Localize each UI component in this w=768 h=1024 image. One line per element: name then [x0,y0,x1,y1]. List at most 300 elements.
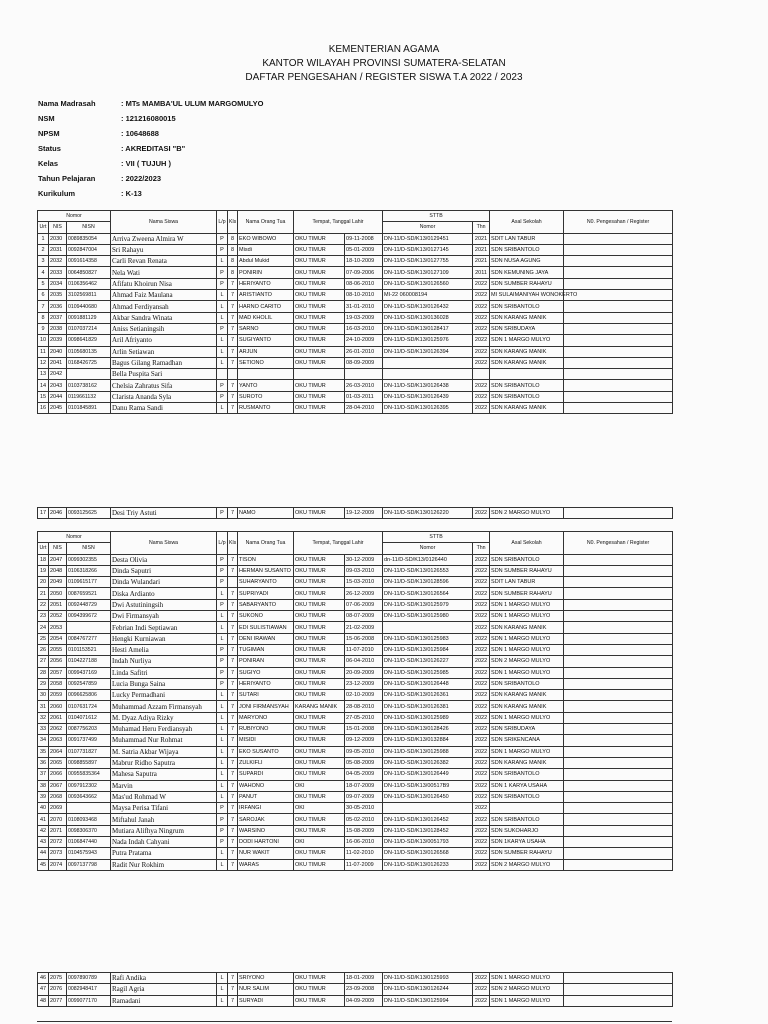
urut-cell: 26 [38,644,49,655]
nisn-cell: 0098306370 [67,825,111,836]
nama-siswa-cell: Indah Nurliya [111,656,217,667]
column-header: N0. Pengesahan / Register [564,211,673,234]
column-header: Nama Siswa [111,532,217,555]
nama-siswa-cell: Linda Safitri [111,667,217,678]
nama-siswa-cell: Dinda Saputri [111,565,217,576]
tanggal-lahir-cell: 08-10-2010 [345,290,383,301]
nis-cell: 2071 [49,825,67,836]
info-value: : 2022/2023 [121,174,162,183]
tanggal-lahir-cell: 11-02-2010 [345,848,383,859]
tempat-lahir-cell: OKU TIMUR [294,380,345,391]
column-header: Nomor [38,211,111,222]
urut-cell: 41 [38,814,49,825]
asal-sekolah-cell: MI SULAIMANIYAH WONOKERTO [490,290,564,301]
tanggal-lahir-cell: 26-03-2010 [345,380,383,391]
kelas-cell: 7 [228,712,238,723]
tanggal-lahir-cell: 19-03-2009 [345,312,383,323]
tempat-lahir-cell: OKU TIMUR [294,565,345,576]
tahun-sttb-cell: 2022 [473,746,490,757]
jenis-kelamin-cell: L [217,301,228,312]
nis-cell: 2054 [49,633,67,644]
student-row [38,667,673,678]
tempat-lahir-cell: OKU TIMUR [294,599,345,610]
nomor-sttb-cell: DN-11/D-SD/K13/0128452 [383,825,473,836]
nomor-sttb-cell: MI-22 060008194 [383,290,473,301]
tanggal-lahir-cell: 27-05-2010 [345,712,383,723]
tahun-sttb-cell: 2022 [473,973,490,984]
tahun-sttb-cell: 2022 [473,984,490,995]
tanggal-lahir-cell: 08-09-2009 [345,357,383,368]
tanggal-lahir-cell: 08-07-2009 [345,611,383,622]
nis-cell: 2045 [49,403,67,414]
nama-siswa-cell: Rafi Andika [111,973,217,984]
nama-siswa-cell: Mabrur Ridho Saputra [111,757,217,768]
ministry-title: KEMENTERIAN AGAMA [328,44,440,55]
nomor-sttb-cell: DN-11/D-SD/K13/00517B9 [383,780,473,791]
kelas-cell: 7 [228,859,238,870]
tempat-lahir-cell: OKI [294,803,345,814]
tempat-lahir-cell: OKU TIMUR [294,859,345,870]
nis-cell: 2070 [49,814,67,825]
student-row [38,508,673,519]
nisn-cell: 0109440680 [67,301,111,312]
tahun-sttb-cell: 2022 [473,667,490,678]
asal-sekolah-cell: SDN 1 MARGO MULYO [490,599,564,610]
kelas-cell: 7 [228,746,238,757]
nomor-sttb-cell: DN-11/D-SD/K13/0126439 [383,391,473,402]
nis-cell: 2069 [49,803,67,814]
nama-orang-tua-cell: Misdi [238,244,294,255]
tahun-sttb-cell: 2022 [473,803,490,814]
nomor-sttb-cell: DN-11/D-SD/K13/0125976 [383,335,473,346]
asal-sekolah-cell: SDN KARANG MANIK [490,346,564,357]
nis-cell: 2049 [49,577,67,588]
jenis-kelamin-cell: L [217,780,228,791]
urut-cell: 12 [38,357,49,368]
nis-cell: 2076 [49,984,67,995]
jenis-kelamin-cell: L [217,357,228,368]
nama-orang-tua-cell: DODI HARTONI [238,837,294,848]
student-row [38,312,673,323]
nomor-sttb-cell: DN-11/D-SD/K13/0125989 [383,712,473,723]
urut-cell: 21 [38,588,49,599]
nisn-cell [67,622,111,633]
jenis-kelamin-cell: L [217,290,228,301]
kelas-cell: 7 [228,588,238,599]
jenis-kelamin-cell: L [217,335,228,346]
kelas-cell: 7 [228,780,238,791]
urut-cell: 3 [38,256,49,267]
tanggal-lahir-cell: 07-09-2006 [345,267,383,278]
tahun-sttb-cell: 2022 [473,577,490,588]
nomor-sttb-cell: DN-11/D-SD/K13/0126220 [383,508,473,519]
asal-sekolah-cell: SDN KARANG MANIK [490,701,564,712]
kelas-cell: 7 [228,690,238,701]
jenis-kelamin-cell: L [217,256,228,267]
info-value: : VII ( TUJUH ) [121,159,171,168]
column-header: NISN [67,222,111,233]
nis-cell: 2061 [49,712,67,723]
info-row [38,186,263,201]
nama-siswa-cell: Dwi Firmansyah [111,611,217,622]
student-row [38,403,673,414]
nama-orang-tua-cell: TISON [238,554,294,565]
tempat-lahir-cell [294,369,345,380]
asal-sekolah-cell: SDN SRIBANTOLO [490,391,564,402]
no-pengesahan-cell [564,724,673,735]
nisn-cell: 0101153521 [67,644,111,655]
nis-cell: 2064 [49,746,67,757]
no-pengesahan-cell [564,391,673,402]
kelas-cell: 7 [228,301,238,312]
tanggal-lahir-cell: 04-09-2009 [345,995,383,1006]
tanggal-lahir-cell: 26-12-2009 [345,588,383,599]
tempat-lahir-cell: OKI [294,837,345,848]
tempat-lahir-cell: OKU TIMUR [294,357,345,368]
nama-siswa-cell: Ragil Agria [111,984,217,995]
nomor-sttb-cell: DN-11/D-SD/K13/0127109 [383,267,473,278]
student-row [38,599,673,610]
asal-sekolah-cell: SDN SRIBANTOLO [490,769,564,780]
nomor-sttb-cell: DN-11/D-SD/K13/0126394 [383,346,473,357]
asal-sekolah-cell: SDN KARANG MANIK [490,357,564,368]
jenis-kelamin-cell: P [217,380,228,391]
kelas-cell: 7 [228,290,238,301]
nis-cell: 2073 [49,848,67,859]
jenis-kelamin-cell: P [217,244,228,255]
tanggal-lahir-cell: 28-08-2010 [345,701,383,712]
nomor-sttb-cell: DN-11/D-SD/K13/0128426 [383,724,473,735]
nama-siswa-cell: Mahesa Saputra [111,769,217,780]
no-pengesahan-cell [564,346,673,357]
nama-orang-tua-cell: SUTARI [238,690,294,701]
nomor-sttb-cell: DN-11/D-SD/K13/0125994 [383,995,473,1006]
tanggal-lahir-cell: 28-04-2010 [345,403,383,414]
nisn-cell: 0107731827 [67,746,111,757]
student-row [38,712,673,723]
nama-orang-tua-cell: SURYADI [238,995,294,1006]
nomor-sttb-cell: DN-11/D-SD/K13/0127145 [383,244,473,255]
tanggal-lahir-cell: 09-07-2009 [345,791,383,802]
asal-sekolah-cell: SDN NUSA AGUNG [490,256,564,267]
nama-orang-tua-cell: RUSMANTO [238,403,294,414]
jenis-kelamin-cell: P [217,233,228,244]
column-header: NIS [49,222,67,233]
urut-cell: 8 [38,312,49,323]
nomor-sttb-cell: DN-11/D-SD/K13/0132884 [383,735,473,746]
nisn-cell [67,803,111,814]
column-header: NIS [49,543,67,554]
info-row [38,111,263,126]
no-pengesahan-cell [564,701,673,712]
nama-siswa-cell: M. Satria Akbar Wijaya [111,746,217,757]
tempat-lahir-cell: OKU TIMUR [294,335,345,346]
no-pengesahan-cell [564,588,673,599]
asal-sekolah-cell: SDN 1 MARGO MULYO [490,633,564,644]
tempat-lahir-cell: OKU TIMUR [294,244,345,255]
nis-cell: 2043 [49,380,67,391]
asal-sekolah-cell [490,369,564,380]
tahun-sttb-cell: 2022 [473,301,490,312]
nomor-sttb-cell: DN-11/D-SD/K13/0129451 [383,233,473,244]
urut-cell: 24 [38,622,49,633]
urut-cell: 33 [38,724,49,735]
nisn-cell: 0106318266 [67,565,111,576]
asal-sekolah-cell: SDIT LAN TABUR [490,577,564,588]
tanggal-lahir-cell: 01-03-2011 [345,391,383,402]
tahun-sttb-cell: 2022 [473,290,490,301]
nama-orang-tua-cell: SUGIYANTO [238,335,294,346]
nis-cell: 2052 [49,611,67,622]
nisn-cell: 0087756203 [67,724,111,735]
kelas-cell: 7 [228,611,238,622]
nama-siswa-cell: Diska Ardianto [111,588,217,599]
kelas-cell: 7 [228,995,238,1006]
nomor-sttb-cell: DN-11/D-SD/K13/0126382 [383,757,473,768]
asal-sekolah-cell: SDN SRIBANTOLO [490,244,564,255]
no-pengesahan-cell [564,757,673,768]
student-row [38,278,673,289]
jenis-kelamin-cell: P [217,678,228,689]
nama-orang-tua-cell: NAMO [238,508,294,519]
nama-orang-tua-cell: WARSINO [238,825,294,836]
student-row [38,233,673,244]
urut-cell: 30 [38,690,49,701]
asal-sekolah-cell: SDN SRIBANTOLO [490,301,564,312]
tanggal-lahir-cell: 11-07-2010 [345,644,383,655]
tahun-sttb-cell: 2022 [473,644,490,655]
student-row [38,346,673,357]
nis-cell: 2040 [49,346,67,357]
nama-orang-tua-cell: NUR WAKIT [238,848,294,859]
nisn-cell: 0105680135 [67,346,111,357]
tahun-sttb-cell: 2022 [473,735,490,746]
no-pengesahan-cell [564,599,673,610]
tanggal-lahir-cell: 23-12-2009 [345,678,383,689]
student-row [38,780,673,791]
nama-orang-tua-cell [238,369,294,380]
kelas-cell: 7 [228,735,238,746]
jenis-kelamin-cell: L [217,312,228,323]
nisn-cell: 0092847004 [67,244,111,255]
nomor-sttb-cell: DN-11/D-SD/K13/0051793 [383,837,473,848]
nisn-cell: 0091881129 [67,312,111,323]
tanggal-lahir-cell: 09-11-2008 [345,233,383,244]
jenis-kelamin-cell: L [217,859,228,870]
no-pengesahan-cell [564,973,673,984]
no-pengesahan-cell [564,622,673,633]
asal-sekolah-cell: SDN SRIBANTOLO [490,554,564,565]
nisn-cell: 0092547859 [67,678,111,689]
jenis-kelamin-cell: L [217,633,228,644]
tahun-sttb-cell: 2022 [473,588,490,599]
kelas-cell: 7 [228,656,238,667]
urut-cell: 4 [38,267,49,278]
asal-sekolah-cell: SDN SUKOHARJO [490,825,564,836]
urut-cell: 35 [38,746,49,757]
tahun-sttb-cell: 2022 [473,380,490,391]
kelas-cell: 7 [228,769,238,780]
student-row [38,244,673,255]
no-pengesahan-cell [564,312,673,323]
no-pengesahan-cell [564,611,673,622]
tahun-sttb-cell: 2022 [473,323,490,334]
no-pengesahan-cell [564,267,673,278]
no-pengesahan-cell [564,278,673,289]
nama-siswa-cell: Lucia Bunga Saina [111,678,217,689]
nis-cell: 2067 [49,780,67,791]
jenis-kelamin-cell: P [217,599,228,610]
student-row [38,859,673,870]
school-info [38,96,263,201]
nisn-cell: 0107037214 [67,323,111,334]
nama-orang-tua-cell: DENI IRAWAN [238,633,294,644]
tahun-sttb-cell: 2022 [473,712,490,723]
info-label: NPSM [38,129,60,138]
asal-sekolah-cell: SDN 1 MARGO MULYO [490,667,564,678]
tanggal-lahir-cell: 08-06-2010 [345,278,383,289]
kelas-cell: 7 [228,403,238,414]
no-pengesahan-cell [564,357,673,368]
urut-cell: 1 [38,233,49,244]
nama-orang-tua-cell: MISIDI [238,735,294,746]
nomor-sttb-cell: DN-11/D-SD/K13/0125980 [383,611,473,622]
nama-orang-tua-cell: YANTO [238,380,294,391]
column-header: Urt [38,222,49,233]
jenis-kelamin-cell: L [217,973,228,984]
urut-cell: 40 [38,803,49,814]
tempat-lahir-cell: OKU TIMUR [294,233,345,244]
info-label: Status [38,144,61,153]
kelas-cell: 7 [228,633,238,644]
tahun-sttb-cell: 2022 [473,622,490,633]
no-pengesahan-cell [564,769,673,780]
kelas-cell: 8 [228,256,238,267]
nama-siswa-cell: Desta Olivia [111,554,217,565]
kelas-cell: 7 [228,984,238,995]
nis-cell: 2055 [49,644,67,655]
kelas-cell: 7 [228,335,238,346]
nisn-cell: 0094399672 [67,611,111,622]
urut-cell: 13 [38,369,49,380]
nama-orang-tua-cell: HERMAN SUSANTO [238,565,294,576]
tempat-lahir-cell: OKU TIMUR [294,256,345,267]
nis-cell: 2053 [49,622,67,633]
urut-cell: 42 [38,825,49,836]
column-header: Nomor [383,222,473,233]
tempat-lahir-cell: OKU TIMUR [294,995,345,1006]
student-row [38,995,673,1006]
tempat-lahir-cell: OKU TIMUR [294,391,345,402]
nis-cell: 2039 [49,335,67,346]
tempat-lahir-cell: OKU TIMUR [294,757,345,768]
tempat-lahir-cell: OKU TIMUR [294,656,345,667]
info-label: Kelas [38,159,59,168]
asal-sekolah-cell: SDN 1 MARGO MULYO [490,746,564,757]
nisn-cell: 0103738162 [67,380,111,391]
tanggal-lahir-cell: 30-12-2009 [345,554,383,565]
nama-orang-tua-cell: SABARYANTO [238,599,294,610]
nis-cell: 2051 [49,599,67,610]
student-row [38,369,673,380]
nomor-sttb-cell: DN-11/D-SD/K13/0128596 [383,577,473,588]
tempat-lahir-cell: OKU TIMUR [294,724,345,735]
info-row [38,141,263,156]
nomor-sttb-cell: DN-11/D-SD/K13/0126450 [383,791,473,802]
urut-cell: 32 [38,712,49,723]
nama-orang-tua-cell: SETIONO [238,357,294,368]
urut-cell: 47 [38,984,49,995]
column-header: L/p [217,211,228,234]
nomor-sttb-cell: DN-11/D-SD/K13/0126553 [383,565,473,576]
tahun-sttb-cell: 2022 [473,769,490,780]
kelas-cell: 7 [228,837,238,848]
nama-siswa-cell: Miftahul Janah [111,814,217,825]
asal-sekolah-cell: SDN 2 MARGO MULYO [490,859,564,870]
nisn-cell: 0098855897 [67,757,111,768]
jenis-kelamin-cell: P [217,554,228,565]
no-pengesahan-cell [564,837,673,848]
asal-sekolah-cell: SDN 1 MARGO MULYO [490,995,564,1006]
nis-cell: 2038 [49,323,67,334]
no-pengesahan-cell [564,814,673,825]
nama-siswa-cell: Muhammad Azzam Firmansyah [111,701,217,712]
student-row [38,633,673,644]
asal-sekolah-cell: SDN SRIBANTOLO [490,678,564,689]
nis-cell: 2048 [49,565,67,576]
tanggal-lahir-cell: 15-03-2010 [345,577,383,588]
tempat-lahir-cell: OKU TIMUR [294,346,345,357]
no-pengesahan-cell [564,791,673,802]
urut-cell: 23 [38,611,49,622]
nama-siswa-cell: Nela Wati [111,267,217,278]
tahun-sttb-cell: 2022 [473,859,490,870]
tahun-sttb-cell: 2022 [473,565,490,576]
jenis-kelamin-cell: L [217,724,228,735]
student-row [38,701,673,712]
nama-orang-tua-cell: JONI FIRMANSYAH [238,701,294,712]
nis-cell: 2037 [49,312,67,323]
nama-siswa-cell: Afifatu Khoirun Nisa [111,278,217,289]
nisn-cell: 0104071612 [67,712,111,723]
nomor-sttb-cell: DN-11/D-SD/K13/0125988 [383,746,473,757]
kelas-cell: 8 [228,244,238,255]
kelas-cell: 7 [228,644,238,655]
tempat-lahir-cell: OKU TIMUR [294,577,345,588]
tahun-sttb-cell: 2022 [473,599,490,610]
no-pengesahan-cell [564,984,673,995]
student-row [38,973,673,984]
kelas-cell: 7 [228,848,238,859]
nama-orang-tua-cell: WAHONO [238,780,294,791]
jenis-kelamin-cell: L [217,611,228,622]
no-pengesahan-cell [564,995,673,1006]
urut-cell: 11 [38,346,49,357]
nisn-cell: 0104575943 [67,848,111,859]
nisn-cell: 0093125625 [67,508,111,519]
nomor-sttb-cell: DN-11/D-SD/K13/0126452 [383,814,473,825]
student-row [38,577,673,588]
info-label: Nama Madrasah [38,99,96,108]
asal-sekolah-cell: SDN SRIBANTOLO [490,814,564,825]
tempat-lahir-cell: OKU TIMUR [294,973,345,984]
urut-cell: 5 [38,278,49,289]
nisn-cell: 0099437169 [67,667,111,678]
register-table [37,531,673,871]
nama-siswa-cell: Ahmad Ferdiyansah [111,301,217,312]
tahun-sttb-cell [473,369,490,380]
nama-siswa-cell: Hengki Kurniawan [111,633,217,644]
